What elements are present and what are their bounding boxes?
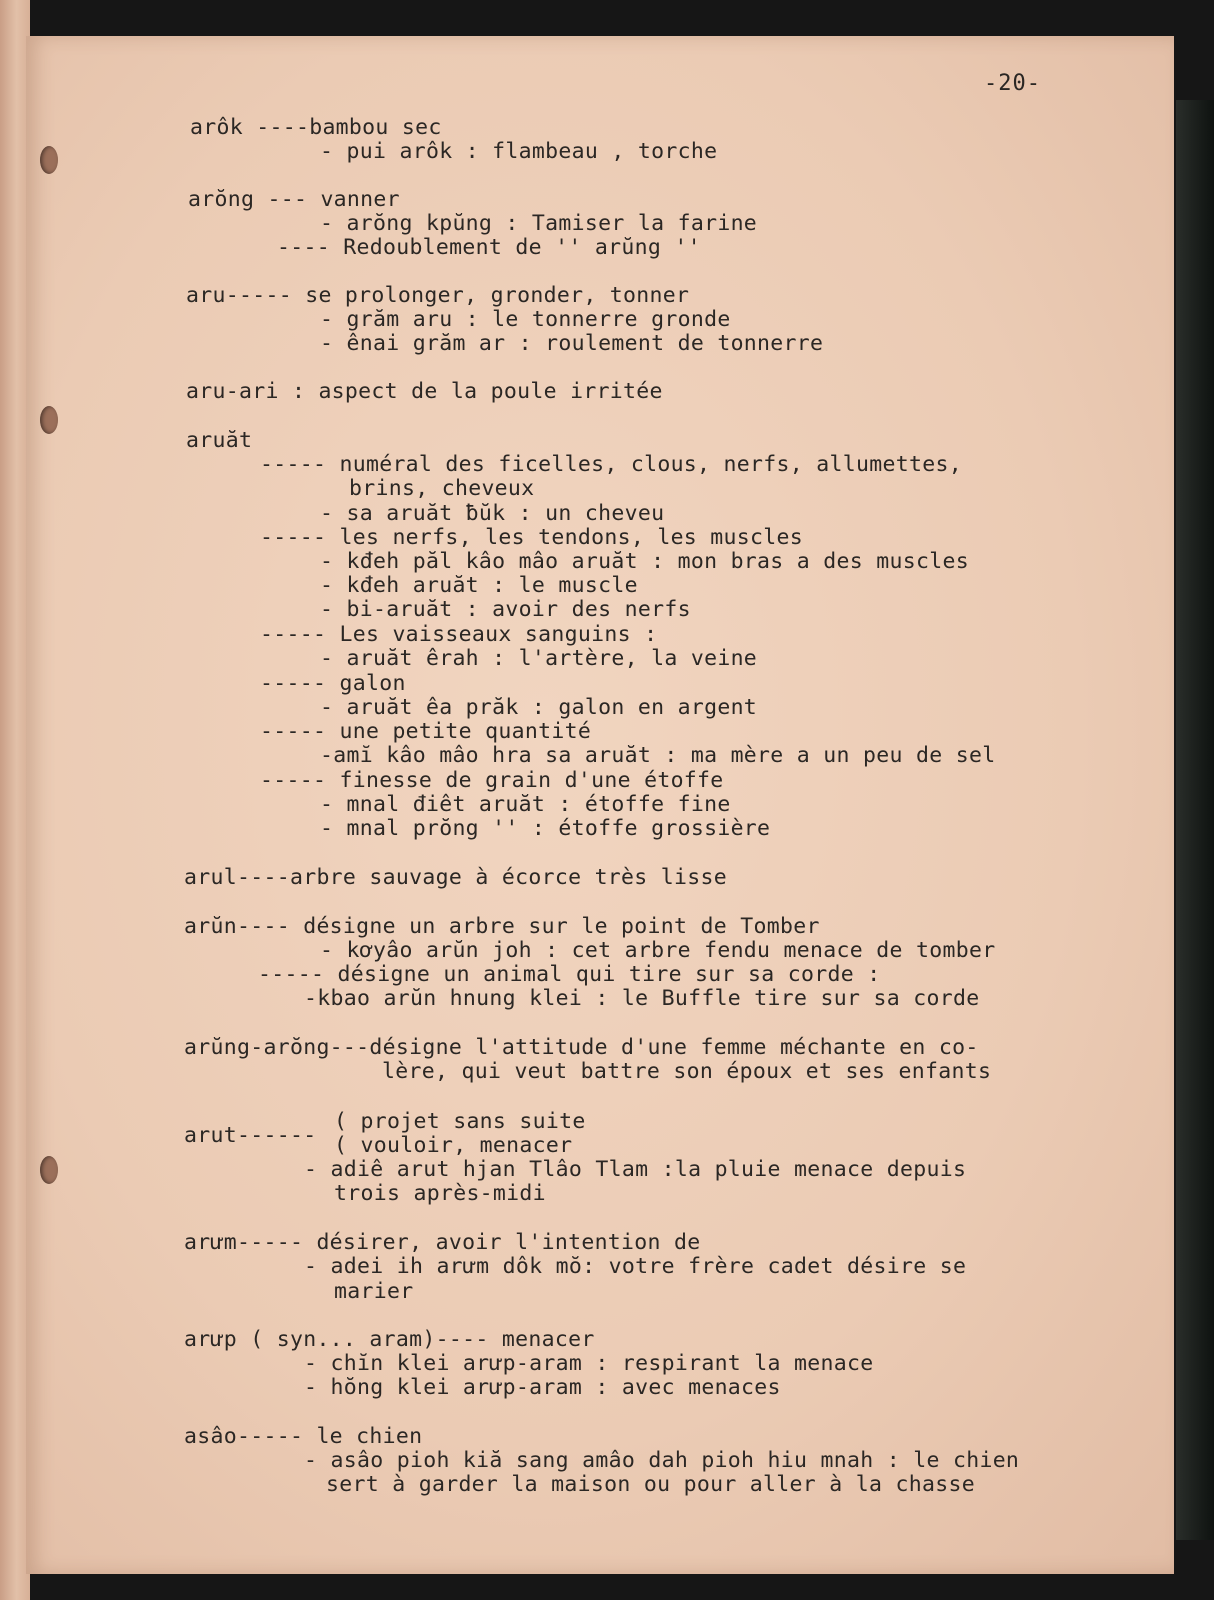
entry-line: - adei ih arưm dôk mŏ: votre frère cadet désire se	[304, 1254, 967, 1279]
entry-line: ( vouloir, menacer	[334, 1133, 573, 1158]
binding-hole	[40, 1156, 58, 1184]
entry-line: arưp ( syn... aram)---- menacer	[184, 1327, 595, 1352]
entry-line: aruăt	[186, 428, 253, 453]
entry-line: arŏng --- vanner	[188, 187, 400, 212]
entry-line: - pui arôk : flambeau , torche	[320, 139, 718, 164]
binding-hole	[40, 406, 58, 434]
entry-line: ----- galon	[260, 671, 406, 696]
entry-line: - kđeh păl kâo mâo aruăt : mon bras a des muscles	[320, 549, 969, 574]
entry-line: ---- Redoublement de '' arŭng ''	[277, 235, 701, 260]
entry-line: brins, cheveux	[349, 476, 535, 501]
entry-line: arưm----- désirer, avoir l'intention de	[184, 1230, 701, 1255]
entry-line: trois après-midi	[334, 1181, 546, 1206]
entry-line: - mnal prŏng '' : étoffe grossière	[320, 816, 771, 841]
entry-line: ----- désigne un animal qui tire sur sa corde :	[258, 962, 881, 987]
entry-line: ( projet sans suite	[334, 1109, 586, 1134]
entry-line: aru----- se prolonger, gronder, tonner	[186, 283, 690, 308]
entry-line: - kđeh aruăt : le muscle	[320, 573, 638, 598]
document-page	[26, 36, 1174, 1574]
entry-line: arut------	[184, 1123, 317, 1148]
entry-line: arŭng-arŏng---désigne l'attitude d'une femme méchante en co-	[184, 1035, 979, 1060]
entry-line: ----- finesse de grain d'une étoffe	[260, 768, 724, 793]
entry-line: ----- les nerfs, les tendons, les muscles	[260, 525, 804, 550]
entry-line: - bi-aruăt : avoir des nerfs	[320, 597, 691, 622]
entry-line: sert à garder la maison ou pour aller à la chasse	[326, 1472, 975, 1497]
entry-line: -kbao arŭn hnung klei : le Buffle tire sur sa corde	[304, 986, 980, 1011]
page-number: -20-	[984, 71, 1041, 96]
binding-hole	[40, 146, 58, 174]
entry-line: - aruăt êa prăk : galon en argent	[320, 695, 758, 720]
entry-line: arŭn---- désigne un arbre sur le point de Tomber	[184, 914, 820, 939]
book-cover-edge	[1176, 100, 1214, 1540]
entry-line: ----- une petite quantité	[260, 719, 592, 744]
entry-line: lère, qui veut battre son époux et ses enfants	[382, 1059, 992, 1084]
entry-line: - grăm aru : le tonnerre gronde	[320, 307, 731, 332]
entry-line: - chĭn klei arưp-aram : respirant la menace	[304, 1351, 874, 1376]
entry-line: asâo----- le chien	[184, 1424, 423, 1449]
entry-line: - ênai grăm ar : roulement de tonnerre	[320, 331, 824, 356]
entry-line: - hŏng klei arưp-aram : avec menaces	[304, 1375, 781, 1400]
entry-line: ----- numéral des ficelles, clous, nerfs, allumettes,	[260, 452, 962, 477]
entry-line: ----- Les vaisseaux sanguins :	[260, 622, 658, 647]
entry-line: aru-ari : aspect de la poule irritée	[186, 379, 663, 404]
entry-line: - arŏng kpŭng : Tamiser la farine	[320, 211, 758, 236]
entry-line: arul----arbre sauvage à écorce très lisse	[184, 865, 728, 890]
entry-line: marier	[334, 1279, 414, 1304]
entry-line: - aruăt êrah : l'artère, la veine	[320, 646, 758, 671]
entry-line: - sa aruăt ƀŭk : un cheveu	[320, 501, 665, 526]
entry-line: - adiê arut hjan Tlâo Tlam :la pluie menace depuis	[304, 1157, 967, 1182]
entry-line: arôk ----bambou sec	[190, 115, 442, 140]
entry-line: - mnal điêt aruăt : étoffe fine	[320, 792, 731, 817]
entry-line: - asâo pioh kiă sang amâo dah pioh hiu mnah : le chien	[304, 1448, 1020, 1473]
entry-line: - kơyâo arŭn joh : cet arbre fendu menace de tomber	[320, 938, 996, 963]
entry-line: -amĭ kâo mâo hra sa aruăt : ma mère a un peu de sel	[320, 743, 996, 768]
